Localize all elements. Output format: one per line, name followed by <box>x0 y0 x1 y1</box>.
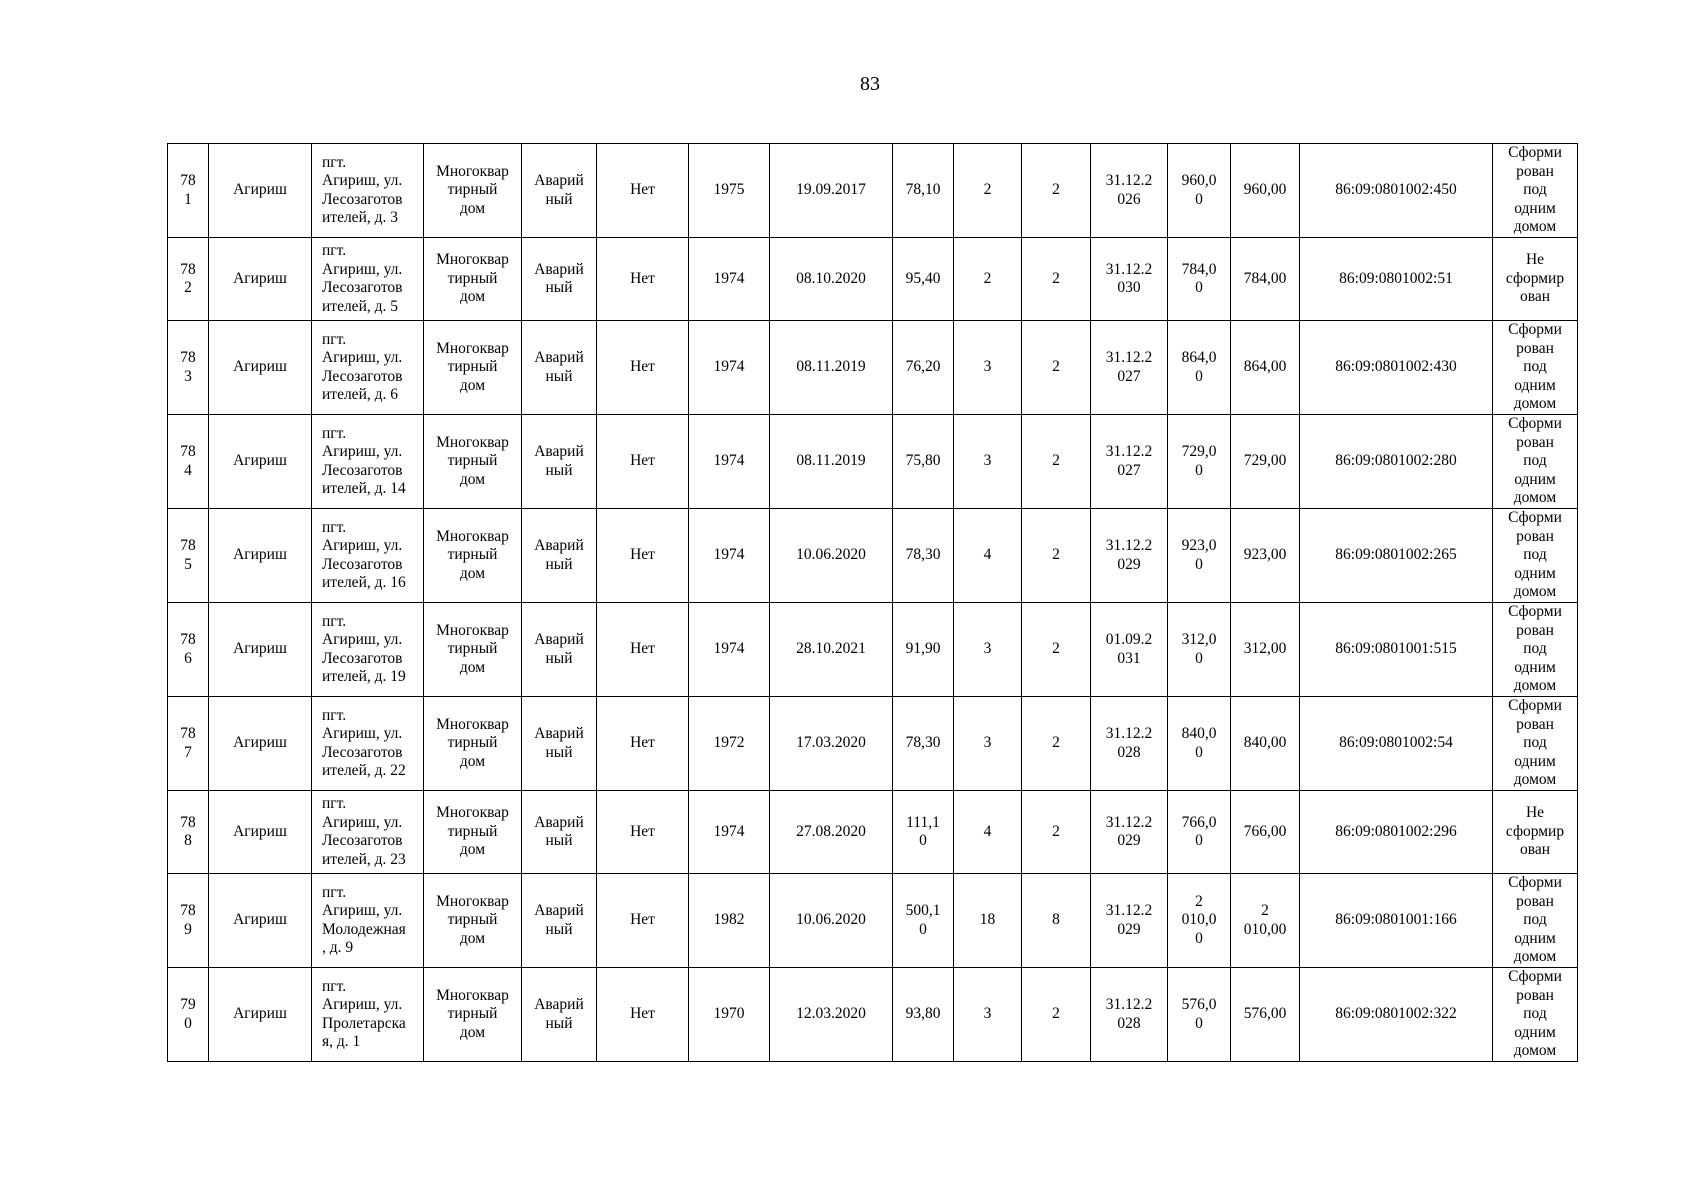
row-number-cell: 78 5 <box>168 509 209 603</box>
area-cell: 76,20 <box>893 321 954 415</box>
year-built-cell: 1974 <box>689 321 770 415</box>
cadastral-number-cell: 86:09:0801002:51 <box>1300 238 1493 321</box>
residents-cell: 3 <box>954 697 1022 791</box>
total-area-cell: 766,00 <box>1231 791 1300 874</box>
residents-cell: 4 <box>954 509 1022 603</box>
municipality-cell: Агириш <box>209 321 312 415</box>
year-built-cell: 1974 <box>689 238 770 321</box>
condition-cell: Аварий ный <box>522 697 597 791</box>
land-status-cell: Сформи рован под одним домом <box>1493 874 1578 968</box>
year-built-cell: 1974 <box>689 791 770 874</box>
table-row <box>168 144 1578 238</box>
row-number-cell: 78 7 <box>168 697 209 791</box>
apartments-cell: 2 <box>1022 321 1091 415</box>
year-built-cell: 1970 <box>689 968 770 1062</box>
cadastral-number-cell: 86:09:0801001:515 <box>1300 603 1493 697</box>
condition-cell: Аварий ный <box>522 144 597 238</box>
recognition-date-cell: 10.06.2020 <box>770 874 893 968</box>
building-type-cell: Многоквар тирный дом <box>424 697 522 791</box>
cadastral-number-cell: 86:09:0801001:166 <box>1300 874 1493 968</box>
land-area-cell: 864,0 0 <box>1168 321 1231 415</box>
land-status-cell: Не сформир ован <box>1493 791 1578 874</box>
land-area-cell: 766,0 0 <box>1168 791 1231 874</box>
address-cell: пгт. Агириш, ул. Лесозаготов ителей, д. 14 <box>312 415 424 509</box>
area-cell: 78,30 <box>893 697 954 791</box>
housing-registry-table <box>167 143 1578 1062</box>
row-number-cell: 78 9 <box>168 874 209 968</box>
address-cell: пгт. Агириш, ул. Пролетарска я, д. 1 <box>312 968 424 1062</box>
residents-cell: 3 <box>954 415 1022 509</box>
deadline-cell: 31.12.2 028 <box>1091 697 1168 791</box>
row-number-cell: 78 6 <box>168 603 209 697</box>
land-area-cell: 784,0 0 <box>1168 238 1231 321</box>
table-row <box>168 697 1578 791</box>
row-number-cell: 78 4 <box>168 415 209 509</box>
building-type-cell: Многоквар тирный дом <box>424 791 522 874</box>
recognition-date-cell: 12.03.2020 <box>770 968 893 1062</box>
total-area-cell: 2 010,00 <box>1231 874 1300 968</box>
year-built-cell: 1974 <box>689 415 770 509</box>
condition-cell: Аварий ный <box>522 603 597 697</box>
municipality-cell: Агириш <box>209 603 312 697</box>
table-row <box>168 874 1578 968</box>
flag-cell: Нет <box>597 791 689 874</box>
land-status-cell: Сформи рован под одним домом <box>1493 509 1578 603</box>
building-type-cell: Многоквар тирный дом <box>424 509 522 603</box>
area-cell: 500,1 0 <box>893 874 954 968</box>
cadastral-number-cell: 86:09:0801002:296 <box>1300 791 1493 874</box>
row-number-cell: 78 8 <box>168 791 209 874</box>
condition-cell: Аварий ный <box>522 321 597 415</box>
land-area-cell: 312,0 0 <box>1168 603 1231 697</box>
condition-cell: Аварий ный <box>522 874 597 968</box>
year-built-cell: 1975 <box>689 144 770 238</box>
recognition-date-cell: 08.10.2020 <box>770 238 893 321</box>
recognition-date-cell: 28.10.2021 <box>770 603 893 697</box>
deadline-cell: 31.12.2 027 <box>1091 321 1168 415</box>
year-built-cell: 1974 <box>689 509 770 603</box>
condition-cell: Аварий ный <box>522 509 597 603</box>
apartments-cell: 2 <box>1022 603 1091 697</box>
cadastral-number-cell: 86:09:0801002:280 <box>1300 415 1493 509</box>
area-cell: 78,30 <box>893 509 954 603</box>
area-cell: 95,40 <box>893 238 954 321</box>
apartments-cell: 2 <box>1022 415 1091 509</box>
cadastral-number-cell: 86:09:0801002:450 <box>1300 144 1493 238</box>
flag-cell: Нет <box>597 238 689 321</box>
land-status-cell: Сформи рован под одним домом <box>1493 144 1578 238</box>
land-area-cell: 2 010,0 0 <box>1168 874 1231 968</box>
deadline-cell: 31.12.2 028 <box>1091 968 1168 1062</box>
table-row <box>168 791 1578 874</box>
land-status-cell: Сформи рован под одним домом <box>1493 603 1578 697</box>
cadastral-number-cell: 86:09:0801002:430 <box>1300 321 1493 415</box>
flag-cell: Нет <box>597 968 689 1062</box>
residents-cell: 3 <box>954 603 1022 697</box>
apartments-cell: 2 <box>1022 144 1091 238</box>
land-area-cell: 960,0 0 <box>1168 144 1231 238</box>
land-status-cell: Не сформир ован <box>1493 238 1578 321</box>
area-cell: 91,90 <box>893 603 954 697</box>
deadline-cell: 31.12.2 027 <box>1091 415 1168 509</box>
recognition-date-cell: 08.11.2019 <box>770 415 893 509</box>
area-cell: 78,10 <box>893 144 954 238</box>
building-type-cell: Многоквар тирный дом <box>424 238 522 321</box>
flag-cell: Нет <box>597 603 689 697</box>
condition-cell: Аварий ный <box>522 968 597 1062</box>
recognition-date-cell: 17.03.2020 <box>770 697 893 791</box>
year-built-cell: 1972 <box>689 697 770 791</box>
recognition-date-cell: 10.06.2020 <box>770 509 893 603</box>
address-cell: пгт. Агириш, ул. Лесозаготов ителей, д. 5 <box>312 238 424 321</box>
flag-cell: Нет <box>597 415 689 509</box>
row-number-cell: 79 0 <box>168 968 209 1062</box>
deadline-cell: 31.12.2 029 <box>1091 791 1168 874</box>
residents-cell: 2 <box>954 144 1022 238</box>
flag-cell: Нет <box>597 874 689 968</box>
municipality-cell: Агириш <box>209 697 312 791</box>
residents-cell: 4 <box>954 791 1022 874</box>
table-row <box>168 603 1578 697</box>
municipality-cell: Агириш <box>209 415 312 509</box>
land-area-cell: 840,0 0 <box>1168 697 1231 791</box>
building-type-cell: Многоквар тирный дом <box>424 415 522 509</box>
condition-cell: Аварий ный <box>522 791 597 874</box>
apartments-cell: 2 <box>1022 509 1091 603</box>
land-area-cell: 576,0 0 <box>1168 968 1231 1062</box>
address-cell: пгт. Агириш, ул. Лесозаготов ителей, д. 22 <box>312 697 424 791</box>
address-cell: пгт. Агириш, ул. Лесозаготов ителей, д. 19 <box>312 603 424 697</box>
table-row <box>168 968 1578 1062</box>
land-status-cell: Сформи рован под одним домом <box>1493 697 1578 791</box>
apartments-cell: 2 <box>1022 968 1091 1062</box>
total-area-cell: 729,00 <box>1231 415 1300 509</box>
building-type-cell: Многоквар тирный дом <box>424 321 522 415</box>
deadline-cell: 01.09.2 031 <box>1091 603 1168 697</box>
apartments-cell: 2 <box>1022 791 1091 874</box>
year-built-cell: 1974 <box>689 603 770 697</box>
page-number: 83 <box>860 73 880 95</box>
area-cell: 75,80 <box>893 415 954 509</box>
municipality-cell: Агириш <box>209 238 312 321</box>
residents-cell: 2 <box>954 238 1022 321</box>
apartments-cell: 2 <box>1022 697 1091 791</box>
deadline-cell: 31.12.2 026 <box>1091 144 1168 238</box>
land-status-cell: Сформи рован под одним домом <box>1493 415 1578 509</box>
total-area-cell: 923,00 <box>1231 509 1300 603</box>
recognition-date-cell: 27.08.2020 <box>770 791 893 874</box>
row-number-cell: 78 3 <box>168 321 209 415</box>
cadastral-number-cell: 86:09:0801002:322 <box>1300 968 1493 1062</box>
address-cell: пгт. Агириш, ул. Лесозаготов ителей, д. 16 <box>312 509 424 603</box>
apartments-cell: 8 <box>1022 874 1091 968</box>
residents-cell: 3 <box>954 321 1022 415</box>
municipality-cell: Агириш <box>209 874 312 968</box>
address-cell: пгт. Агириш, ул. Лесозаготов ителей, д. 3 <box>312 144 424 238</box>
total-area-cell: 576,00 <box>1231 968 1300 1062</box>
condition-cell: Аварий ный <box>522 415 597 509</box>
cadastral-number-cell: 86:09:0801002:54 <box>1300 697 1493 791</box>
table-row <box>168 415 1578 509</box>
total-area-cell: 312,00 <box>1231 603 1300 697</box>
address-cell: пгт. Агириш, ул. Лесозаготов ителей, д. 6 <box>312 321 424 415</box>
recognition-date-cell: 19.09.2017 <box>770 144 893 238</box>
land-area-cell: 923,0 0 <box>1168 509 1231 603</box>
row-number-cell: 78 2 <box>168 238 209 321</box>
total-area-cell: 960,00 <box>1231 144 1300 238</box>
recognition-date-cell: 08.11.2019 <box>770 321 893 415</box>
condition-cell: Аварий ный <box>522 238 597 321</box>
land-area-cell: 729,0 0 <box>1168 415 1231 509</box>
row-number-cell: 78 1 <box>168 144 209 238</box>
flag-cell: Нет <box>597 509 689 603</box>
flag-cell: Нет <box>597 321 689 415</box>
table-row <box>168 321 1578 415</box>
total-area-cell: 864,00 <box>1231 321 1300 415</box>
municipality-cell: Агириш <box>209 968 312 1062</box>
table-body <box>168 144 1578 1062</box>
area-cell: 111,1 0 <box>893 791 954 874</box>
flag-cell: Нет <box>597 697 689 791</box>
building-type-cell: Многоквар тирный дом <box>424 968 522 1062</box>
apartments-cell: 2 <box>1022 238 1091 321</box>
residents-cell: 18 <box>954 874 1022 968</box>
land-status-cell: Сформи рован под одним домом <box>1493 321 1578 415</box>
deadline-cell: 31.12.2 029 <box>1091 874 1168 968</box>
building-type-cell: Многоквар тирный дом <box>424 603 522 697</box>
deadline-cell: 31.12.2 030 <box>1091 238 1168 321</box>
flag-cell: Нет <box>597 144 689 238</box>
building-type-cell: Многоквар тирный дом <box>424 874 522 968</box>
cadastral-number-cell: 86:09:0801002:265 <box>1300 509 1493 603</box>
area-cell: 93,80 <box>893 968 954 1062</box>
building-type-cell: Многоквар тирный дом <box>424 144 522 238</box>
deadline-cell: 31.12.2 029 <box>1091 509 1168 603</box>
total-area-cell: 840,00 <box>1231 697 1300 791</box>
table-row <box>168 509 1578 603</box>
total-area-cell: 784,00 <box>1231 238 1300 321</box>
municipality-cell: Агириш <box>209 509 312 603</box>
land-status-cell: Сформи рован под одним домом <box>1493 968 1578 1062</box>
address-cell: пгт. Агириш, ул. Молодежная , д. 9 <box>312 874 424 968</box>
municipality-cell: Агириш <box>209 144 312 238</box>
municipality-cell: Агириш <box>209 791 312 874</box>
address-cell: пгт. Агириш, ул. Лесозаготов ителей, д. 23 <box>312 791 424 874</box>
table-row <box>168 238 1578 321</box>
residents-cell: 3 <box>954 968 1022 1062</box>
year-built-cell: 1982 <box>689 874 770 968</box>
